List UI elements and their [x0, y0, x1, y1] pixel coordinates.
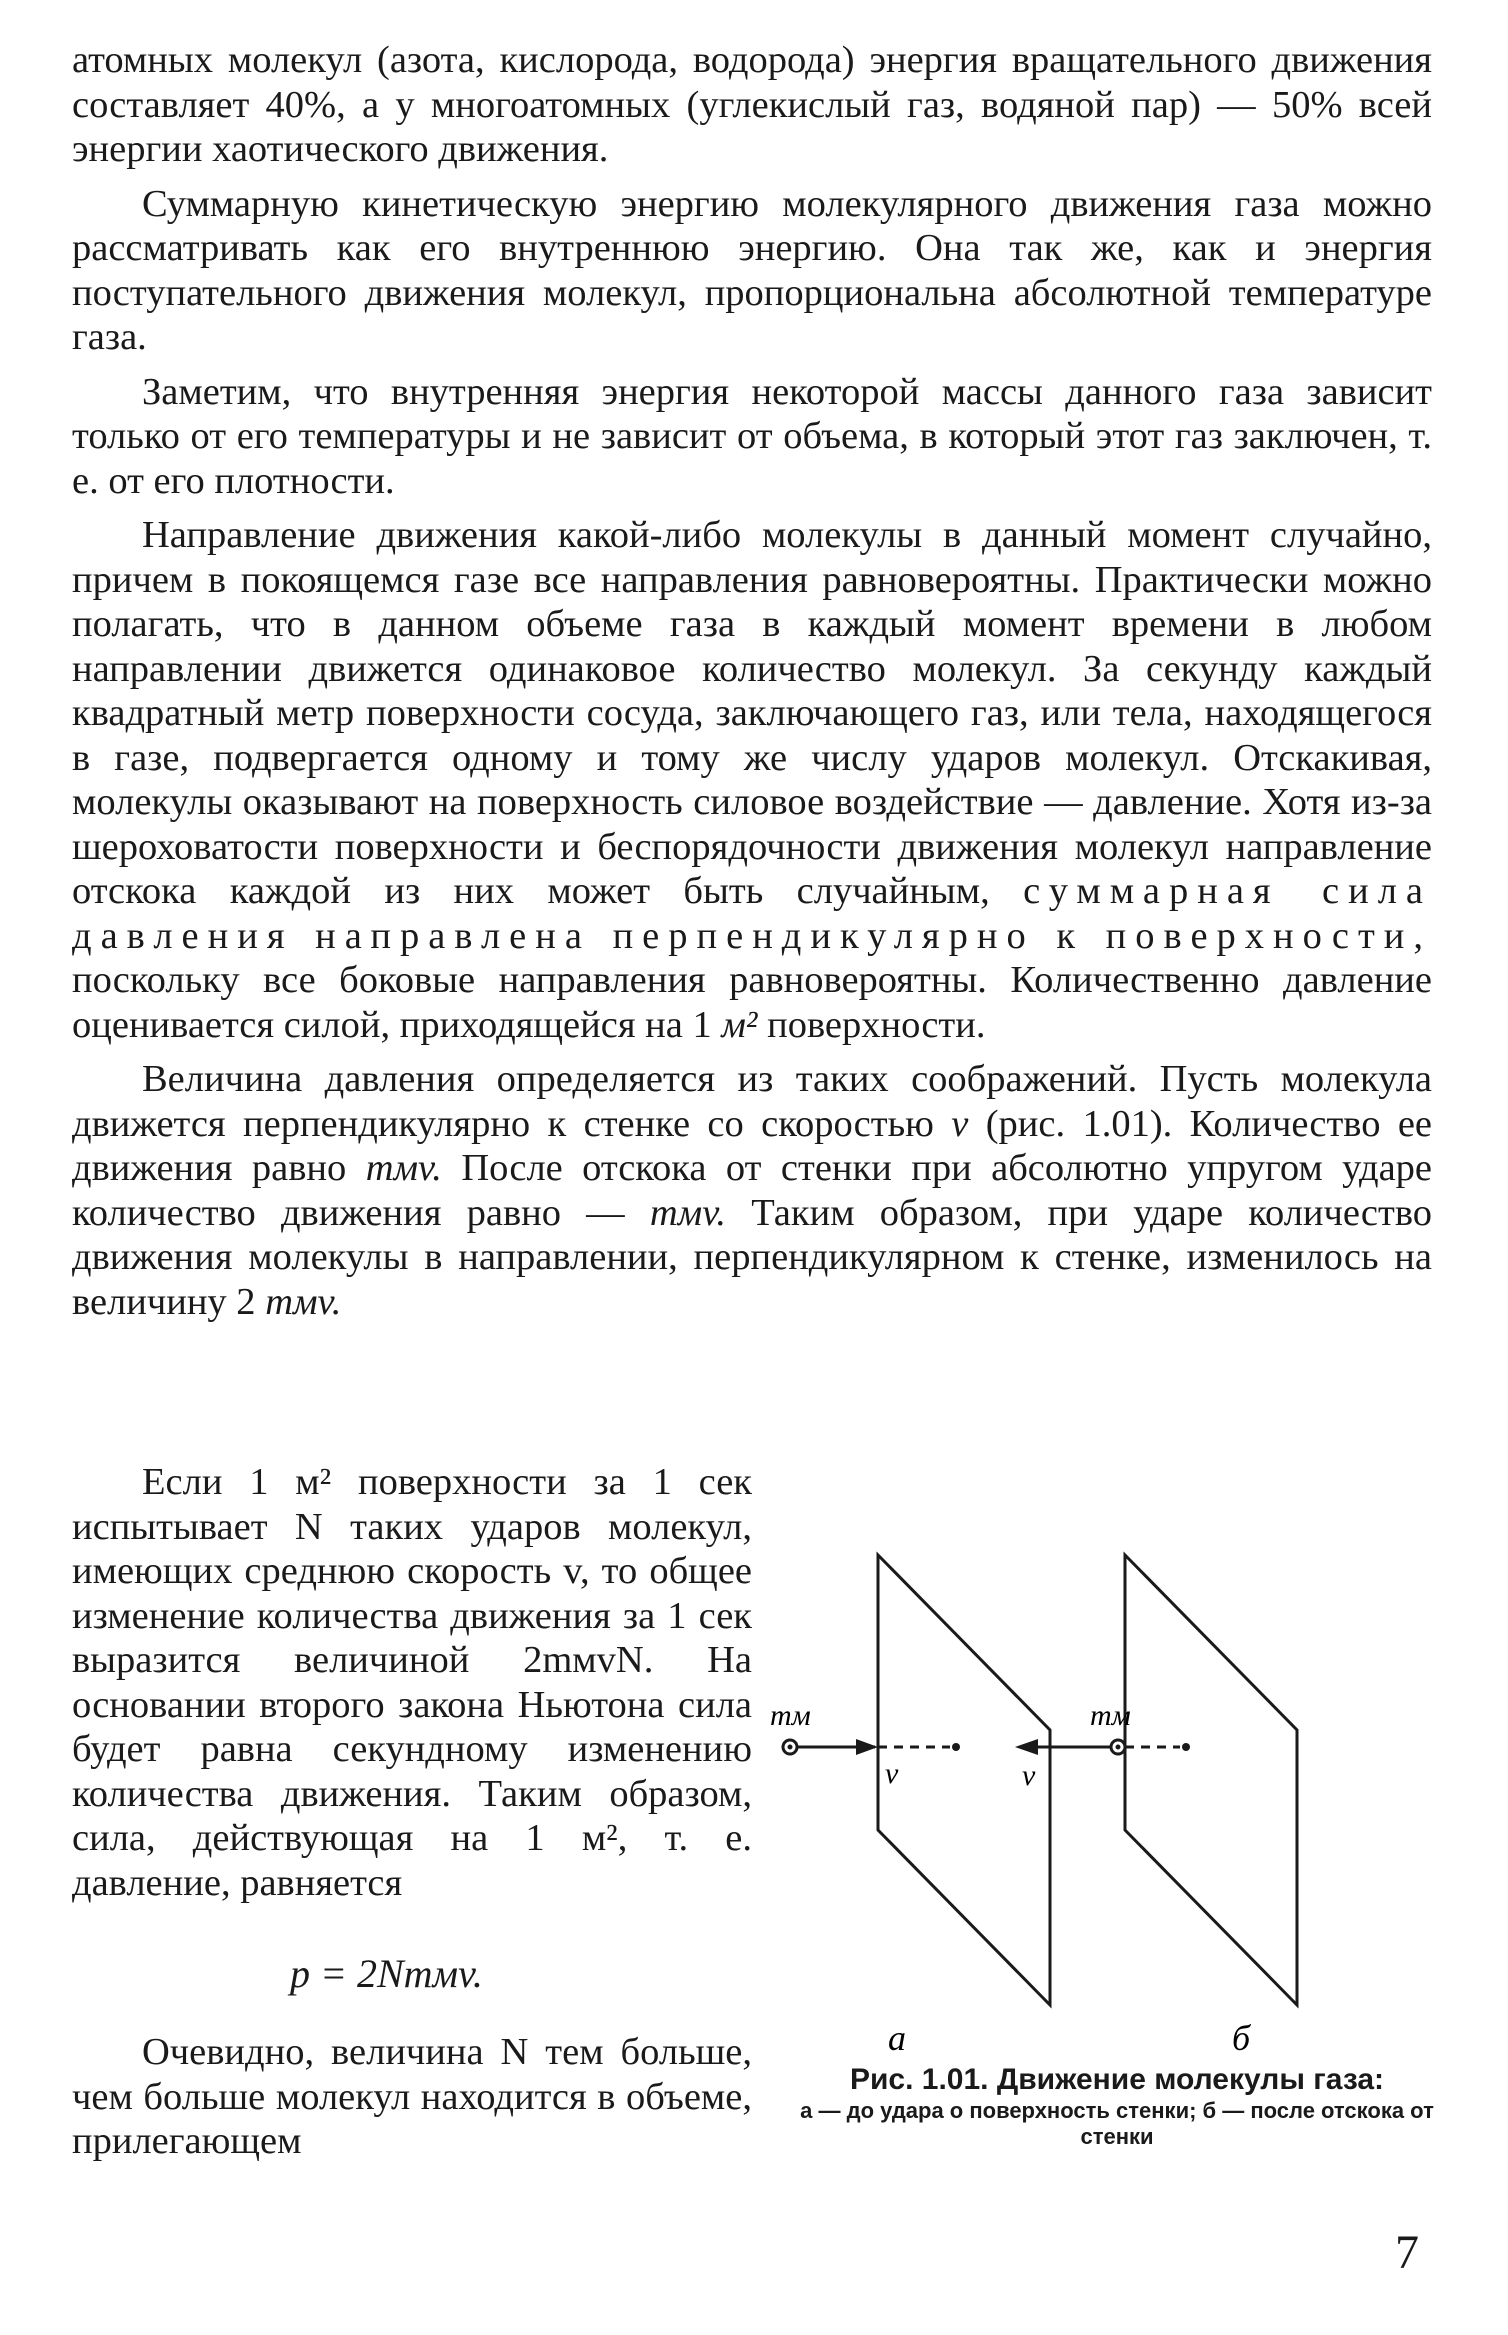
- paragraph-4-part-b: поскольку все боковые направления равновероятны. Количественно давление оценивается силой, приходящейся на 1: [72, 959, 1432, 1046]
- label-v-a: v: [885, 1757, 899, 1790]
- pressure-formula: p = 2Nmмv.: [290, 1951, 483, 1996]
- paragraph-2: Суммарную кинетическую энергию молекулярного движения газа можно рассматривать как его внутреннюю энергию. Она так же, как и энергия поступательного движения молекул, пропорциональна абсолютной температуре газа.: [72, 182, 1432, 358]
- caption-subtitle: а — до удара о поверхность стенки; б — после отскока от стенки: [800, 2098, 1434, 2149]
- paragraph-6: [72, 1460, 752, 1905]
- impact-point-a: [952, 1743, 960, 1751]
- paragraph-5: [72, 1057, 1432, 1324]
- paragraph-5-part-c: После отскока от стенки при абсолютно упругом ударе количество движения равно —: [72, 1147, 1432, 1234]
- paragraph-5-part-d: Таким образом, при ударе количество движения молекулы в направлении, перпендикулярном к стенке, изменилось на величину 2: [72, 1191, 1432, 1323]
- label-m-b: mм: [1090, 1699, 1131, 1732]
- momentum-3: mмv.: [265, 1280, 342, 1323]
- molecule-b-core: [1116, 1745, 1121, 1750]
- arrowhead-a: [856, 1739, 878, 1755]
- impact-point-b: [1182, 1743, 1190, 1751]
- paragraph-1: атомных молекул (азота, кислорода, водорода) энергия вращательного движения составляет 40%, а у многоатомных (углекислый газ, водяной пар) — 50% всей энергии хаотического движения.: [72, 39, 1432, 170]
- figure-caption: [772, 2062, 1462, 2150]
- arrowhead-b: [1015, 1739, 1038, 1755]
- momentum-2: mмv.: [649, 1191, 727, 1234]
- paragraph-5-part-a: Величина давления определяется из таких соображений. Пусть молекула движется перпендикулярно к стенке со скоростью: [72, 1058, 1432, 1145]
- caption-title: Рис. 1.01. Движение молекулы газа:: [849, 2063, 1385, 2096]
- paragraph-5-part-b: (рис. 1.01). Количество ее движения равно: [72, 1102, 1433, 1189]
- label-b: б: [1232, 2018, 1251, 2055]
- emphasized-statement: суммарная сила давления направлена перпендикулярно к поверхности,: [72, 870, 1433, 957]
- wall-plate-b: [1125, 1555, 1297, 2005]
- paragraph-3: Заметим, что внутренняя энергия некоторой массы данного газа зависит только от его температуры и не зависит от объема, в который этот газ заключен, т. е. от его плотности.: [72, 370, 1432, 502]
- molecule-a-core: [788, 1745, 793, 1750]
- momentum-1: mмv.: [365, 1147, 442, 1189]
- main-text: [72, 38, 1432, 1324]
- paragraph-4: [72, 513, 1432, 1047]
- paragraph-4-part-a: Направление движения какой-либо молекулы в данный момент случайно, причем в покоящемся газе все направления равновероятны. Практически можно полагать, что в данном объеме газа в каждый момент времени в любом направлении движется одинаковое количество молекул. За секунду каждый квадратный метр поверхности сосуда, заключающего газ, или тела, находящегося в газе, подвергается одному и тому же числу ударов молекул. Отскакивая, молекулы оказывают на поверхность силовое воздействие — давление. Хотя из-за шероховатости поверхности и беспорядочности движения молекул направление отскока каждой из них может быть случайным,: [72, 514, 1432, 912]
- paragraph-7: [72, 2030, 752, 2164]
- page-number: 7: [1395, 2226, 1419, 2279]
- velocity-symbol: v: [951, 1102, 969, 1145]
- figure-drawing: [760, 1535, 1460, 2055]
- label-m-a: mм: [770, 1699, 811, 1732]
- label-a: а: [888, 2018, 906, 2055]
- figure-1-01: [760, 1535, 1460, 2055]
- paragraph-4-part-c: поверхности.: [767, 1003, 986, 1046]
- paragraph-6-text: Если 1 м² поверхности за 1 сек испытывает N таких ударов молекул, имеющих среднюю скорость v, то общее изменение количества движения за 1 сек выразится величиной 2mмvN. На основании второго закона Ньютона сила будет равна секундному изменению количества движения. Таким образом, сила, действующая на 1 м², т. е. давление, равняется: [72, 1461, 752, 1904]
- paragraph-7-text: Очевидно, величина N тем больше, чем больше молекул находится в объеме, прилегающем: [72, 2031, 752, 2162]
- label-v-b: v: [1022, 1759, 1036, 1792]
- unit-m2: м²: [721, 1003, 758, 1046]
